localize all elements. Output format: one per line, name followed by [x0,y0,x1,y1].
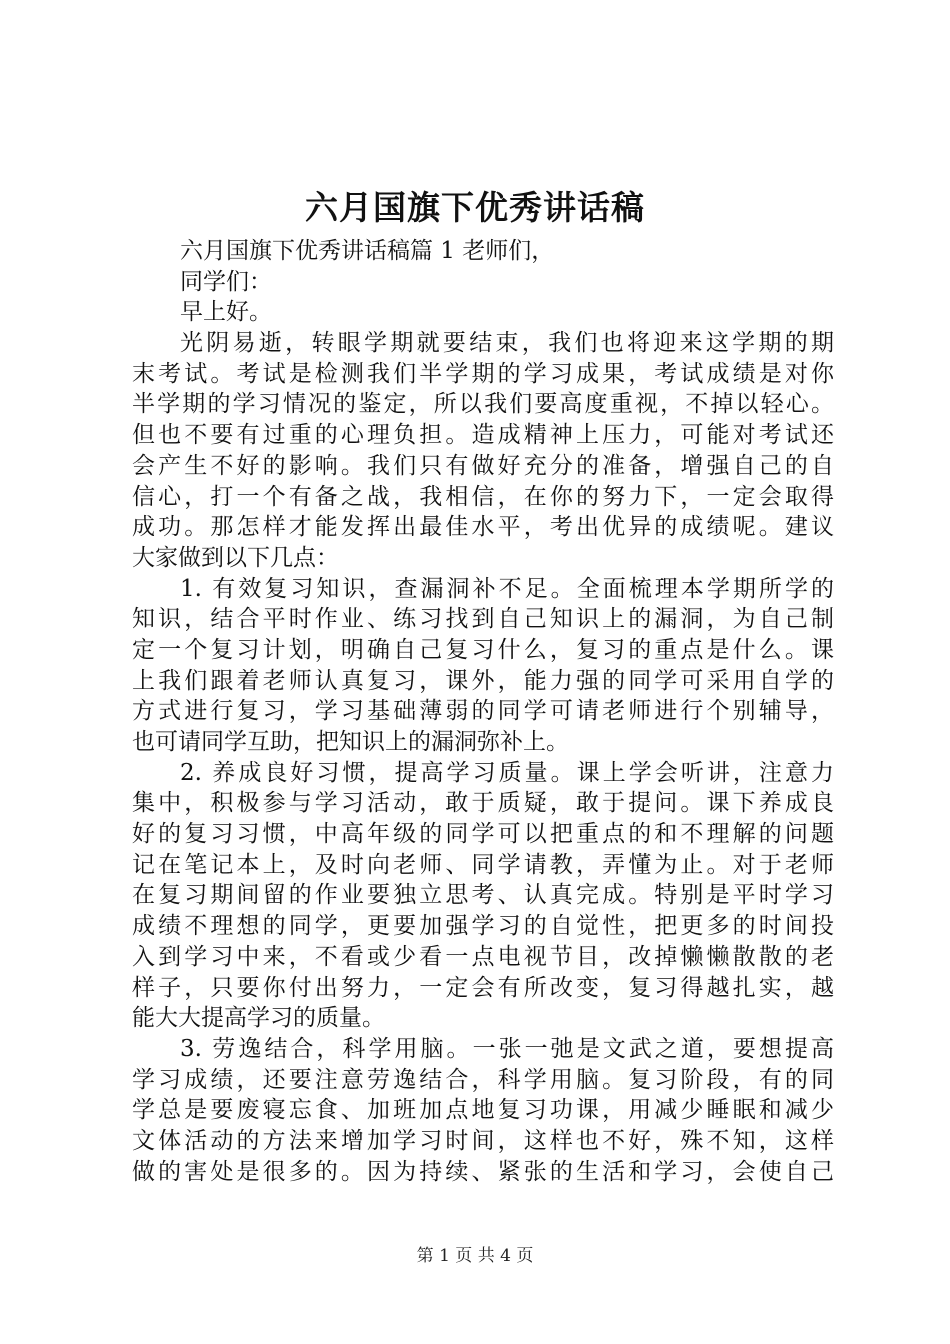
text-line: 成绩不理想的同学，更要加强学习的自觉性，把更多的时间投 [132,913,834,940]
text-line: 同学们： [180,268,272,295]
text-line: 半学期的学习情况的鉴定，所以我们要高度重视，不掉以轻心。 [132,391,834,418]
text-line: 末考试。考试是检测我们半学期的学习成果，考试成绩是对你 [132,360,834,387]
text-line: 入到学习中来，不看或少看一点电视节目，改掉懒懒散散的老 [132,943,834,970]
text-line: 1. 有效复习知识，查漏洞补不足。全面梳理本学期所学的 [180,575,834,602]
text-line: 在复习期间留的作业要独立思考、认真完成。特别是平时学习 [132,882,834,909]
text-line: 六月国旗下优秀讲话稿篇 1 老师们， [180,238,555,264]
text-line: 成功。那怎样才能发挥出最佳水平，考出优异的成绩呢。建议 [132,514,834,541]
text-line: 早上好。 [180,299,272,326]
text-line: 记在笔记本上，及时向老师、同学请教，弄懂为止。对于老师 [132,851,834,878]
text-line: 2. 养成良好习惯，提高学习质量。课上学会听讲，注意力 [180,759,834,786]
text-line: 大家做到以下几点： [132,544,339,571]
text-line: 会产生不好的影响。我们只有做好充分的准备，增强自己的自 [132,452,834,479]
text-line: 信心，打一个有备之战，我相信，在你的努力下，一定会取得 [132,483,834,510]
text-line: 定一个复习计划，明确自己复习什么，复习的重点是什么。课 [132,636,834,663]
text-line: 上我们跟着老师认真复习，课外，能力强的同学可采用自学的 [132,667,834,694]
text-line: 3. 劳逸结合，科学用脑。一张一弛是文武之道，要想提高 [180,1035,834,1062]
text-line: 也可请同学互助，把知识上的漏洞弥补上。 [132,729,569,755]
text-line: 知识，结合平时作业、练习找到自己知识上的漏洞，为自己制 [132,606,834,633]
text-line: 集中，积极参与学习活动，敢于质疑，敢于提问。课下养成良 [132,790,834,817]
text-line: 文体活动的方法来增加学习时间，这样也不好，殊不知，这样 [132,1127,834,1154]
page-footer: 第 1 页 共 4 页 [416,1246,534,1266]
text-line: 学习成绩，还要注意劳逸结合，科学用脑。复习阶段，有的同 [132,1066,834,1093]
text-line: 做的害处是很多的。因为持续、紧张的生活和学习，会使自己 [132,1158,834,1185]
text-line: 学总是要废寝忘食、加班加点地复习功课，用减少睡眠和减少 [132,1097,834,1124]
text-line: 但也不要有过重的心理负担。造成精神上压力，可能对考试还 [132,422,834,449]
text-line: 方式进行复习，学习基础薄弱的同学可请老师进行个别辅导， [132,698,834,725]
text-line: 样子，只要你付出努力，一定会有所改变，复习得越扎实，越 [132,974,834,1001]
text-line: 好的复习习惯，中高年级的同学可以把重点的和不理解的问题 [132,821,834,848]
text-line: 光阴易逝，转眼学期就要结束，我们也将迎来这学期的期 [180,330,834,357]
text-line: 能大大提高学习的质量。 [132,1005,385,1032]
document-body [132,236,834,1187]
document-title: 六月国旗下优秀讲话稿 [305,188,645,227]
